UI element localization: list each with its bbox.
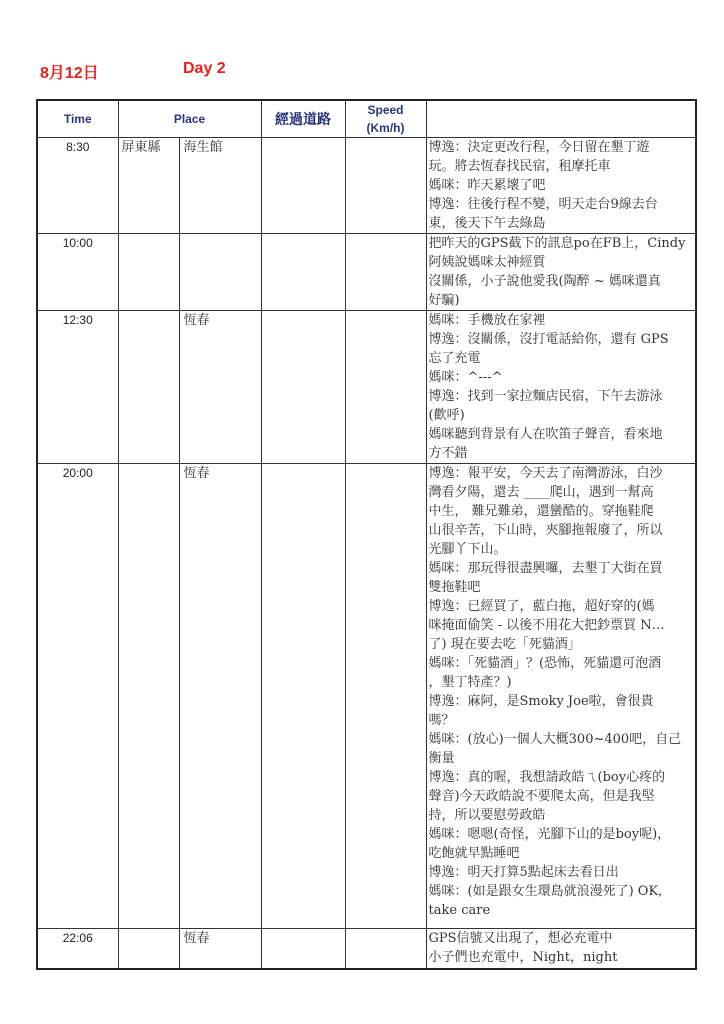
note-line: 媽咪：手機放在家裡 xyxy=(428,313,546,328)
time-cell: 12:30 xyxy=(37,311,118,464)
note-line: 小子們也充電中，Night，night xyxy=(428,950,618,965)
note-line: 博逸：決定更改行程，今日留在墾丁遊 xyxy=(428,140,650,155)
notes-cell xyxy=(426,138,696,234)
speed-cell xyxy=(345,311,426,464)
note-line: take care xyxy=(428,903,491,918)
note-line: 衡量 xyxy=(428,751,455,766)
note-line: 咪掩面偷笑 - 以後不用花大把鈔票買 N… xyxy=(428,618,665,633)
region-cell xyxy=(118,929,179,969)
note-line: 媽咪：昨天累壞了吧 xyxy=(428,178,546,193)
note-line: 嗎？ xyxy=(428,713,455,728)
column-header-speed xyxy=(345,100,426,138)
note-line: 媽咪：「死貓酒」？(恐怖，死貓還可泡酒 xyxy=(428,656,662,671)
note-line: (歡呼) xyxy=(428,408,465,423)
notes-cell xyxy=(426,464,696,929)
time-cell: 20:00 xyxy=(37,464,118,929)
column-header-notes xyxy=(426,100,696,138)
table-header-row xyxy=(37,100,696,138)
note-line: 博逸：真的喔，我想請政皓ㄟ(boy心疼的 xyxy=(428,770,666,785)
note-line: 媽咪：那玩得很盡興囉，去墾丁大街在買 xyxy=(428,561,663,576)
table-row xyxy=(37,234,696,311)
note-line: 灣看夕陽，還去 ____爬山，遇到一幫高 xyxy=(428,485,654,500)
route-cell xyxy=(261,138,345,234)
note-line: 博逸：已經買了，藍白拖，超好穿的(媽 xyxy=(428,599,655,614)
speed-header-unit: (Km/h) xyxy=(366,121,405,135)
place-cell: 恆春 xyxy=(179,929,261,969)
route-cell xyxy=(261,464,345,929)
note-line: 光腳丫下山。 xyxy=(428,542,507,557)
speed-header-label: Speed xyxy=(367,103,404,117)
note-line: 中生， 難兄難弟，還蠻酷的。穿拖鞋爬 xyxy=(428,504,654,519)
note-line: 聲音)今天政皓說不要爬太高，但是我堅 xyxy=(428,789,655,804)
column-header-place-label: Place xyxy=(173,112,206,126)
note-line: 方不錯 xyxy=(428,446,468,461)
route-cell xyxy=(261,234,345,311)
note-line: 博逸：找到一家拉麵店民宿，下午去游泳 xyxy=(428,389,663,404)
note-line: 吃飽就早點睡吧 xyxy=(428,846,520,861)
note-line: 媽咪：^---^ xyxy=(428,370,503,385)
place-cell: 恆春 xyxy=(179,464,261,929)
note-line: 阿姨說媽咪太神經質 xyxy=(428,255,546,270)
region-cell: 屏東縣 xyxy=(118,138,179,234)
note-line: 持，所以要慰勞政皓 xyxy=(428,808,546,823)
notes-cell xyxy=(426,929,696,969)
region-cell xyxy=(118,464,179,929)
day-label: Day 2 xyxy=(183,60,226,77)
table-row xyxy=(37,929,696,969)
time-cell: 10:00 xyxy=(37,234,118,311)
table-row xyxy=(37,464,696,929)
time-cell: 8:30 xyxy=(37,138,118,234)
route-cell xyxy=(261,311,345,464)
note-line: 媽咪：(如是跟女生環島就浪漫死了) OK, xyxy=(428,884,663,899)
note-line: 博逸：往後行程不變，明天走台9線去台 xyxy=(428,197,658,212)
speed-cell xyxy=(345,138,426,234)
note-line: 好騙) xyxy=(428,293,460,308)
note-line: 把昨天的GPS截下的訊息po在FB上，Cindy xyxy=(428,236,686,251)
place-cell: 海生館 xyxy=(179,138,261,234)
note-line: 玩。將去恆春找民宿，租摩托車 xyxy=(428,159,611,174)
date-label: 8月12日 xyxy=(40,65,99,82)
note-line: 媽咪：嗯嗯(奇怪，光腳下山的是boy呢)， xyxy=(428,827,671,842)
time-cell: 22:06 xyxy=(37,929,118,969)
note-line: 沒關係，小子說他愛我(陶醉 ~ 媽咪還真 xyxy=(428,274,661,289)
table-row xyxy=(37,138,696,234)
column-header-time: Time xyxy=(37,100,118,138)
note-line: 了) 現在要去吃「死貓酒」 xyxy=(428,637,581,652)
note-line: 博逸：麻阿，是Smoky Joe啦，會很貴 xyxy=(428,694,654,709)
note-line: 忘了充電 xyxy=(428,351,481,366)
place-cell: 恆春 xyxy=(179,311,261,464)
notes-cell xyxy=(426,311,696,464)
region-cell xyxy=(118,311,179,464)
note-line: 博逸：沒關係，沒打電話給你，還有 GPS xyxy=(428,332,669,347)
note-line: 媽咪聽到背景有人在吹笛子聲音，看來地 xyxy=(428,427,663,442)
route-cell xyxy=(261,929,345,969)
speed-cell xyxy=(345,234,426,311)
note-line: 媽咪：(放心)一個人大概300~400吧，自己 xyxy=(428,732,682,747)
travel-log-table xyxy=(36,99,697,970)
note-line: 博逸：明天打算5點起床去看日出 xyxy=(428,865,619,880)
note-line: GPS信號又出現了，想必充電中 xyxy=(428,931,613,946)
note-line: 雙拖鞋吧 xyxy=(428,580,481,595)
speed-cell xyxy=(345,464,426,929)
note-line: ，墾丁特產？) xyxy=(428,675,512,690)
region-cell xyxy=(118,234,179,311)
table-body xyxy=(37,138,696,969)
column-header-route: 經過道路 xyxy=(261,100,345,138)
speed-cell xyxy=(345,929,426,969)
column-header-place xyxy=(118,100,261,138)
table-row xyxy=(37,311,696,464)
place-cell xyxy=(179,234,261,311)
note-line: 東，後天下午去綠島 xyxy=(428,216,546,231)
notes-cell xyxy=(426,234,696,311)
note-line: 山很辛苦，下山時，夾腳拖報廢了，所以 xyxy=(428,523,663,538)
note-line: 博逸：報平安，今天去了南灣游泳，白沙 xyxy=(428,466,663,481)
